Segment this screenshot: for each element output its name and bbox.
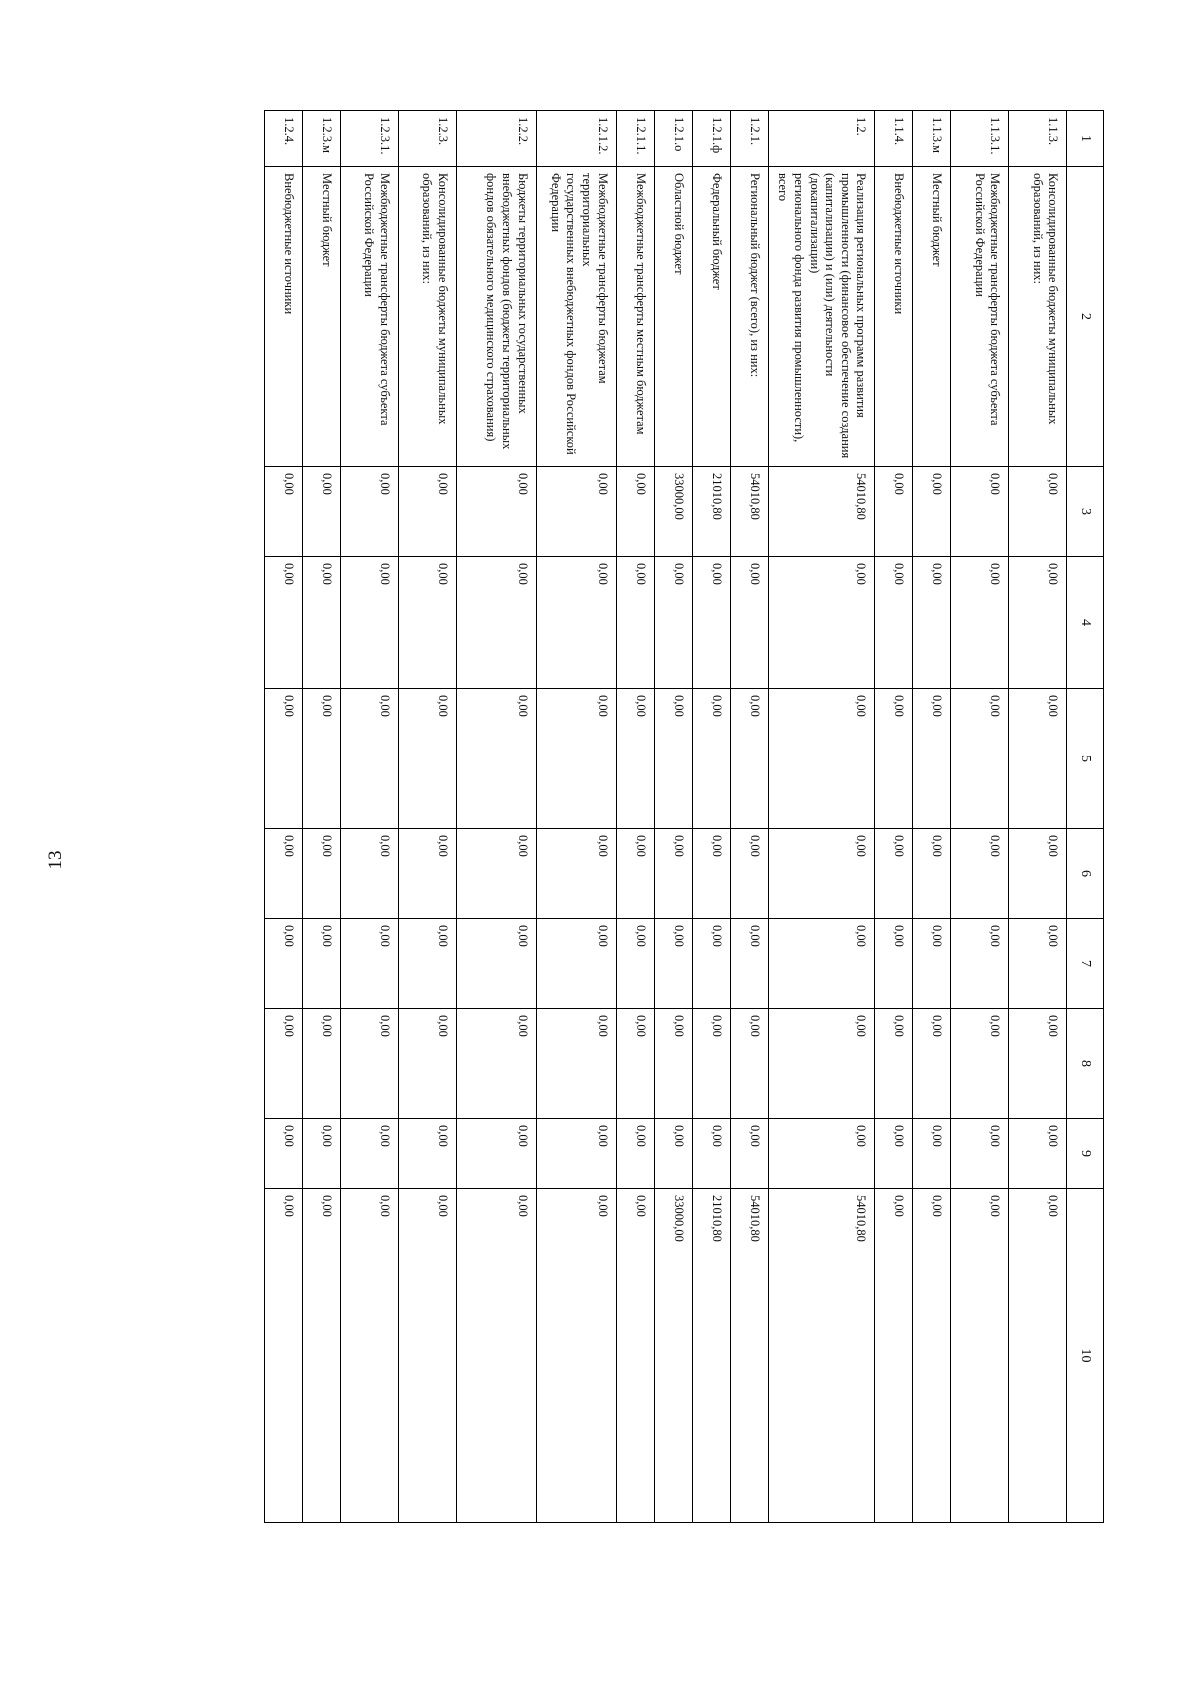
rotated-table-container (264, 110, 1104, 1522)
cell-value: 0,00 (875, 689, 913, 829)
cell-value: 0,00 (264, 1119, 302, 1189)
cell-value: 0,00 (913, 1009, 951, 1119)
cell-value: 0,00 (730, 1009, 768, 1119)
cell-value: 0,00 (913, 467, 951, 557)
cell-value: 54010,80 (768, 467, 875, 557)
cell-value: 0,00 (398, 919, 456, 1009)
row-name (536, 167, 616, 467)
column-header: 4 (1067, 557, 1104, 689)
table-row (730, 111, 768, 1523)
cell-value: 0,00 (1009, 1009, 1067, 1119)
table-row (692, 111, 730, 1523)
cell-value: 0,00 (730, 689, 768, 829)
cell-value: 21010,80 (692, 467, 730, 557)
row-code: 1.2.3. (398, 111, 456, 167)
table-row (340, 111, 398, 1523)
row-name (264, 167, 302, 467)
cell-value: 0,00 (616, 467, 654, 557)
column-header: 10 (1067, 1189, 1104, 1523)
cell-value: 0,00 (456, 1189, 536, 1523)
row-name-line: Местный бюджет (930, 173, 945, 267)
cell-value: 0,00 (456, 689, 536, 829)
cell-value: 0,00 (616, 557, 654, 689)
cell-value: 0,00 (616, 689, 654, 829)
table-row (875, 111, 913, 1523)
cell-value: 54010,80 (730, 467, 768, 557)
cell-value: 0,00 (1009, 467, 1067, 557)
cell-value: 0,00 (730, 557, 768, 689)
column-header: 7 (1067, 919, 1104, 1009)
cell-value: 0,00 (951, 689, 1009, 829)
column-header: 6 (1067, 829, 1104, 919)
cell-value: 0,00 (302, 1009, 340, 1119)
cell-value: 0,00 (692, 919, 730, 1009)
cell-value: 0,00 (913, 689, 951, 829)
cell-value: 54010,80 (730, 1189, 768, 1523)
column-header: 3 (1067, 467, 1104, 557)
cell-value: 0,00 (730, 1119, 768, 1189)
column-header: 8 (1067, 1009, 1104, 1119)
cell-value: 0,00 (1009, 689, 1067, 829)
cell-value: 0,00 (951, 919, 1009, 1009)
cell-value: 0,00 (768, 1009, 875, 1119)
row-name-line: промышленности (финансовое обеспечение создания (838, 173, 853, 459)
table-row (302, 111, 340, 1523)
cell-value: 0,00 (398, 557, 456, 689)
column-header: 2 (1067, 167, 1104, 467)
cell-value: 0,00 (340, 557, 398, 689)
row-name (768, 167, 875, 467)
row-code: 1.1.3.м (913, 111, 951, 167)
cell-value: 0,00 (1009, 557, 1067, 689)
cell-value: 0,00 (456, 919, 536, 1009)
cell-value: 0,00 (302, 919, 340, 1009)
cell-value: 0,00 (730, 919, 768, 1009)
row-name (654, 167, 692, 467)
cell-value: 33000,00 (654, 467, 692, 557)
table-row (768, 111, 875, 1523)
cell-value: 0,00 (340, 919, 398, 1009)
budget-table (264, 110, 1104, 1523)
cell-value: 0,00 (692, 1009, 730, 1119)
cell-value: 0,00 (302, 1119, 340, 1189)
cell-value: 0,00 (768, 829, 875, 919)
cell-value: 0,00 (340, 829, 398, 919)
cell-value: 0,00 (1009, 829, 1067, 919)
cell-value: 0,00 (456, 467, 536, 557)
table-row (1009, 111, 1067, 1523)
cell-value: 0,00 (616, 1009, 654, 1119)
cell-value: 0,00 (264, 829, 302, 919)
row-code: 1.2.2. (456, 111, 536, 167)
row-name-line: регионального фонда развития промышленности), всего (776, 173, 806, 443)
table-row (913, 111, 951, 1523)
row-name-line: Федерации (548, 173, 563, 233)
cell-value: 0,00 (692, 829, 730, 919)
cell-value: 0,00 (264, 919, 302, 1009)
row-name-line: Консолидированные бюджеты муниципальных (435, 173, 450, 425)
column-header: 1 (1067, 111, 1104, 167)
cell-value: 0,00 (692, 1119, 730, 1189)
row-code: 1.2.3.1. (340, 111, 398, 167)
cell-value: 0,00 (654, 1119, 692, 1189)
cell-value: 0,00 (616, 1189, 654, 1523)
cell-value: 0,00 (951, 829, 1009, 919)
row-name-line: Бюджеты территориальных государственных (515, 173, 530, 414)
cell-value: 0,00 (536, 919, 616, 1009)
table-header-row (1067, 111, 1104, 1523)
row-code: 1.2.4. (264, 111, 302, 167)
cell-value: 0,00 (951, 557, 1009, 689)
cell-value: 0,00 (302, 557, 340, 689)
row-name-line: Внебюджетные источники (281, 173, 296, 315)
column-header: 9 (1067, 1119, 1104, 1189)
cell-value: 0,00 (264, 1009, 302, 1119)
cell-value: 0,00 (536, 467, 616, 557)
row-name (951, 167, 1009, 467)
cell-value: 0,00 (264, 1189, 302, 1523)
cell-value: 0,00 (398, 829, 456, 919)
cell-value: 0,00 (536, 1009, 616, 1119)
cell-value: 0,00 (302, 689, 340, 829)
cell-value: 0,00 (1009, 919, 1067, 1009)
cell-value: 0,00 (536, 557, 616, 689)
cell-value: 0,00 (654, 829, 692, 919)
cell-value: 0,00 (654, 557, 692, 689)
cell-value: 0,00 (913, 829, 951, 919)
row-name (616, 167, 654, 467)
row-code: 1.1.4. (875, 111, 913, 167)
cell-value: 0,00 (875, 1009, 913, 1119)
cell-value: 0,00 (1009, 1189, 1067, 1523)
cell-value: 0,00 (913, 1119, 951, 1189)
cell-value: 0,00 (456, 829, 536, 919)
cell-value: 0,00 (1009, 1119, 1067, 1189)
cell-value: 0,00 (875, 1189, 913, 1523)
cell-value: 0,00 (536, 1119, 616, 1189)
row-name-line: Внебюджетные источники (892, 173, 907, 315)
cell-value: 0,00 (340, 1189, 398, 1523)
row-name-line: Межбюджетные трансферты местным бюджетам (633, 173, 648, 435)
table-row (456, 111, 536, 1523)
row-name-line: Межбюджетные трансферты бюджетам территориальных (580, 173, 610, 384)
row-code: 1.2.1.ф (692, 111, 730, 167)
cell-value: 0,00 (398, 1119, 456, 1189)
cell-value: 0,00 (875, 557, 913, 689)
row-name (456, 167, 536, 467)
cell-value: 0,00 (616, 919, 654, 1009)
row-name-line: Областной бюджет (671, 173, 686, 275)
cell-value: 0,00 (398, 1009, 456, 1119)
cell-value: 0,00 (536, 689, 616, 829)
cell-value: 0,00 (951, 1009, 1009, 1119)
cell-value: 0,00 (768, 689, 875, 829)
row-name (730, 167, 768, 467)
row-name-line: Реализация региональных программ развития (854, 173, 869, 418)
cell-value: 0,00 (692, 689, 730, 829)
cell-value: 0,00 (913, 919, 951, 1009)
cell-value: 0,00 (768, 1119, 875, 1189)
cell-value: 0,00 (692, 557, 730, 689)
cell-value: 0,00 (536, 829, 616, 919)
row-name-line: образований, из них: (1030, 173, 1045, 284)
cell-value: 0,00 (264, 467, 302, 557)
cell-value: 0,00 (951, 467, 1009, 557)
row-name (302, 167, 340, 467)
cell-value: 54010,80 (768, 1189, 875, 1523)
cell-value: 0,00 (340, 1119, 398, 1189)
row-name-line: Федеральный бюджет (709, 173, 724, 290)
table-row (951, 111, 1009, 1523)
cell-value: 0,00 (654, 1009, 692, 1119)
cell-value: 0,00 (654, 919, 692, 1009)
cell-value: 0,00 (875, 467, 913, 557)
cell-value: 0,00 (340, 1009, 398, 1119)
row-name-line: Региональный бюджет (всего), из них: (747, 173, 762, 378)
cell-value: 0,00 (398, 467, 456, 557)
cell-value: 0,00 (768, 557, 875, 689)
cell-value: 0,00 (875, 1119, 913, 1189)
cell-value: 0,00 (951, 1189, 1009, 1523)
cell-value: 0,00 (398, 1189, 456, 1523)
cell-value: 0,00 (340, 467, 398, 557)
row-code: 1.2.1.2. (536, 111, 616, 167)
cell-value: 0,00 (654, 689, 692, 829)
cell-value: 0,00 (302, 467, 340, 557)
row-name-line: образований, из них: (420, 173, 435, 284)
cell-value: 0,00 (913, 557, 951, 689)
row-code: 1.2.1. (730, 111, 768, 167)
row-code: 1.1.3.1. (951, 111, 1009, 167)
table-body (264, 111, 1067, 1523)
cell-value: 0,00 (730, 829, 768, 919)
cell-value: 0,00 (456, 1119, 536, 1189)
table-row (616, 111, 654, 1523)
cell-value: 0,00 (768, 919, 875, 1009)
row-name-line: фондов обязательного медицинского страхования) (484, 173, 499, 442)
cell-value: 21010,80 (692, 1189, 730, 1523)
row-name-line: Местный бюджет (319, 173, 334, 267)
row-code: 1.2.1.о (654, 111, 692, 167)
row-name (1009, 167, 1067, 467)
cell-value: 0,00 (536, 1189, 616, 1523)
cell-value: 0,00 (456, 1009, 536, 1119)
cell-value: 0,00 (456, 557, 536, 689)
row-code: 1.2. (768, 111, 875, 167)
table-row (654, 111, 692, 1523)
row-name (340, 167, 398, 467)
row-code: 1.2.3.м (302, 111, 340, 167)
table-row (536, 111, 616, 1523)
row-name-line: Межбюджетные трансферты бюджета субъекта (988, 173, 1003, 426)
row-name (692, 167, 730, 467)
cell-value: 0,00 (398, 689, 456, 829)
table-row (264, 111, 302, 1523)
page-number: 13 (45, 850, 66, 870)
cell-value: 0,00 (264, 557, 302, 689)
cell-value: 0,00 (616, 829, 654, 919)
cell-value: 0,00 (951, 1119, 1009, 1189)
row-name-line: Межбюджетные трансферты бюджета субъекта (377, 173, 392, 426)
cell-value: 0,00 (264, 689, 302, 829)
row-code: 1.1.3. (1009, 111, 1067, 167)
row-name-line: государственных внебюджетных фондов Российской (564, 173, 579, 455)
row-name-line: Консолидированные бюджеты муниципальных (1046, 173, 1061, 425)
row-name (913, 167, 951, 467)
cell-value: 0,00 (616, 1119, 654, 1189)
row-name (398, 167, 456, 467)
cell-value: 0,00 (302, 829, 340, 919)
cell-value: 33000,00 (654, 1189, 692, 1523)
cell-value: 0,00 (913, 1189, 951, 1523)
cell-value: 0,00 (875, 829, 913, 919)
row-name-line: Российской Федерации (362, 173, 377, 297)
cell-value: 0,00 (875, 919, 913, 1009)
row-name-line: (капитализации) и (или) деятельности (докапитализации) (807, 173, 838, 377)
row-name (875, 167, 913, 467)
column-header: 5 (1067, 689, 1104, 829)
row-code: 1.2.1.1. (616, 111, 654, 167)
table-row (398, 111, 456, 1523)
row-name-line: Российской Федерации (972, 173, 987, 297)
cell-value: 0,00 (302, 1189, 340, 1523)
cell-value: 0,00 (340, 689, 398, 829)
row-name-line: внебюджетных фондов (бюджеты территориальных (500, 173, 515, 450)
